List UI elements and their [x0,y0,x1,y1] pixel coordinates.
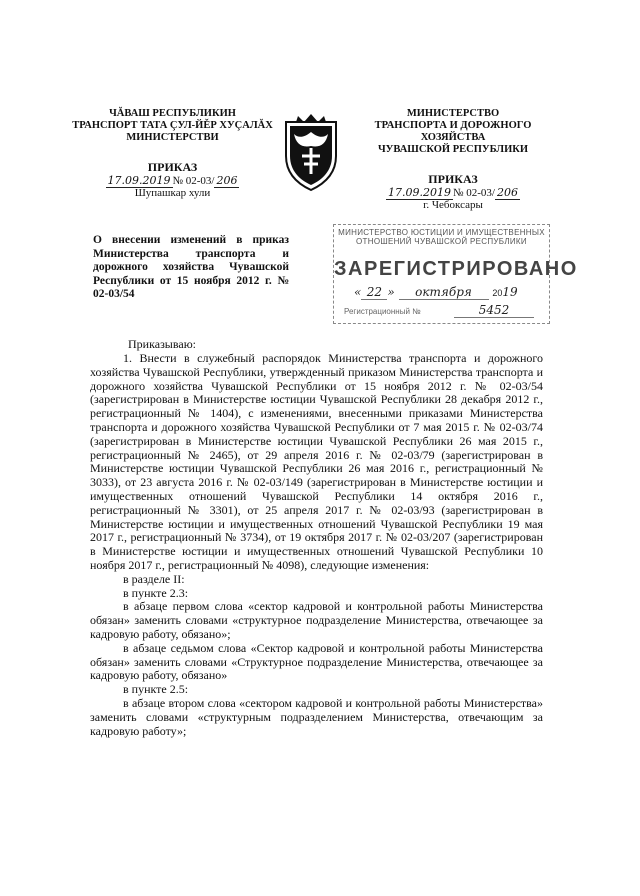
header-right-order-title: ПРИКАЗ [428,172,478,186]
body-paragraph: в абзаце втором слова «сектором кадровой и контрольной работы Министерства» заменить словами «структурным подразделением Министерства, отвечающим за кадровую работу»; [90,695,543,738]
stamp-date: « 22 » октября 2019 [354,285,518,299]
order-subject: О внесении изменений в приказ Министерства транспорта и дорожного хозяйства Чувашской Республики от 15 ноября 2012 г. № 02-03/54 [93,234,289,300]
body-paragraph: в пункте 2.5: [123,682,189,697]
registration-stamp [333,224,578,324]
header-right-line3: ЧУВАШСКОЙ РЕСПУБЛИКИ [377,144,529,155]
coat-of-arms-emblem [280,112,342,194]
stamp-org-line1: МИНИСТЕРСТВО ЮСТИЦИИ И ИМУЩЕСТВЕННЫХ [338,228,545,237]
header-right-line2: ТРАНСПОРТА И ДОРОЖНОГО ХОЗЯЙСТВА [374,120,532,143]
body-paragraph: 1. Внести в служебный распорядок Министерства транспорта и дорожного хозяйства Чувашской Республики, утвержденный приказом Министерства транспорта и дорожного хозяйства Чувашской Республики от 15 ноября 2012 г. № 02-03/54 (зарегистрирован в Министерстве юстиции Чувашской Республики 28 декабря 2012 г., регистрационный № 1404), с изменениями, внесенными приказами Министерства транспорта и дорожного хозяйства Чувашской Республики от 7 мая 2015 г. № 02-03/74 (зарегистрирован в Министерстве юстиции Чувашской Республики 26 мая 2015 г., регистрационный № 2465), от 29 апреля 2016 г. № 02-03/79 (зарегистрирован в Министерстве юстиции Чувашской Республики 26 мая 2016 г., регистрационный № 3033), от 23 августа 2016 г. № 02-03/149 (зарегистрирован в Министерстве юстиции и имущественных отношений Чувашской Республики 14 октября 2016 г., регистрационный № 3301), от 25 апреля 2017 г. № 02-03/93 (зарегистрирован в Министерстве юстиции и имущественных отношений Чувашской Республики 19 мая 2017 г., регистрационный № 3734), от 19 октября 2017 г. № 02-03/207 (зарегистрирован в Министерстве юстиции и имущественных отношений Чувашской Республики 10 ноября 2017 г., регистрационный № 4098), следующие изменения: [90,351,543,572]
header-left-order-date: 17.09.2019 [107,174,171,187]
stamp-reg-number: 5452 [454,303,534,318]
header-right-order-number [348,187,558,199]
header-left [70,108,275,199]
header-right-line1: МИНИСТЕРСТВО [406,108,500,119]
intro-text: Приказываю: [128,337,196,351]
stamp-day: 22 [361,285,387,300]
body-paragraph: в пункте 2.3: [123,585,189,600]
header-left-order-number [70,175,275,187]
header-left-line3: МИНИСТЕРСТВИ [126,132,219,143]
header-right [348,108,558,211]
stamp-year-hand: 19 [502,285,518,299]
stamp-org-line2: ОТНОШЕНИЙ ЧУВАШСКОЙ РЕСПУБЛИКИ [356,237,527,246]
header-left-order-title: ПРИКАЗ [147,160,198,174]
header-right-order-date: 17.09.2019 [388,186,451,199]
header-left-line2: ТРАНСПОРТ ТАТА ÇУЛ-ЙĚР ХУÇАЛĂХ [72,120,273,131]
header-right-order-num-hand: 206 [496,186,518,199]
stamp-title: ЗАРЕГИСТРИРОВАНО [334,258,578,280]
body-paragraph: в разделе II: [123,571,185,586]
stamp-month: октября [399,285,489,300]
order-body [90,352,543,738]
body-paragraph: в абзаце первом слова «сектор кадровой и контрольной работы Министерства обязан» заменить словами «структурное подразделение Министерства, отвечающее за кадровую работу, обязано»; [90,599,543,641]
stamp-reg-label: Регистрационный № [344,307,421,316]
body-paragraph: в абзаце седьмом слова «Сектор кадровой и контрольной работы Министерства обязан» заменить словами «Структурное подразделение Министерства, отвечающее за кадровую работу, обязано» [90,640,543,683]
header-right-order-num-prefix: № 02-03/ [453,187,495,199]
header-left-order-num-hand: 206 [216,174,238,187]
stamp-organization [334,228,549,246]
header-left-order-num-prefix: № 02-03/ [172,175,215,187]
header-right-place: г. Чебоксары [423,199,483,211]
header-left-place: Шупашкар хули [134,187,211,199]
stamp-year-prefix: 20 [492,288,503,298]
header-left-line1: ЧĂВАШ РЕСПУБЛИКИН [109,108,236,119]
